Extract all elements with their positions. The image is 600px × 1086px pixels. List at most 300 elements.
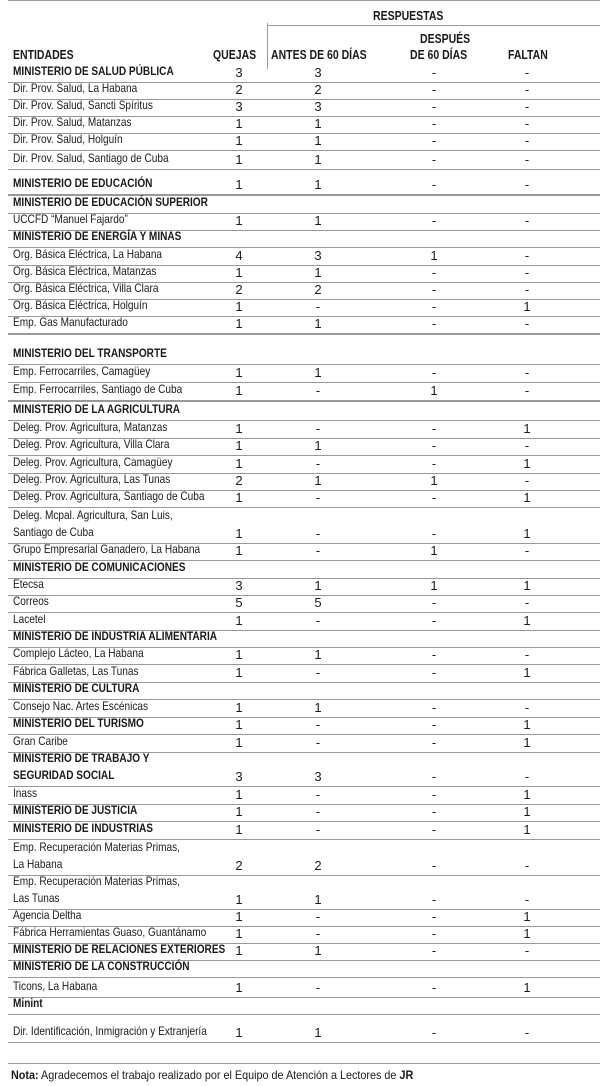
entity-name — [13, 541, 220, 558]
antes-cell: - — [315, 526, 321, 541]
antes-cell: 1 — [314, 943, 322, 958]
header-despues-line2: DE 60 DÍAS — [410, 48, 468, 62]
despues-cell: - — [431, 177, 437, 192]
faltan-cell: 1 — [523, 456, 531, 471]
entity-name-line: MINISTERIO DE ENERGÍA Y MINAS — [13, 229, 182, 243]
entity-name-line: MINISTERIO DE RELACIONES EXTERIORES — [13, 942, 226, 956]
entity-name — [13, 419, 220, 436]
entity-name — [13, 698, 220, 715]
entity-name — [13, 593, 220, 610]
faltan-cell: - — [524, 116, 530, 131]
entity-name — [13, 345, 220, 362]
entity-name — [13, 280, 220, 297]
entity-name-line: MINISTERIO DEL TURISMO — [13, 716, 144, 730]
antes-cell: - — [315, 717, 321, 732]
entity-name — [13, 401, 220, 418]
entity-name-line: Deleg. Prov. Agricultura, Villa Clara — [13, 437, 170, 451]
entity-name-line-2: Las Tunas — [13, 891, 60, 905]
quejas-cell: 1 — [235, 438, 243, 453]
faltan-cell: 1 — [523, 526, 531, 541]
table-row-ministry — [8, 998, 600, 1015]
entity-name-line: Complejo Lácteo, La Habana — [13, 646, 144, 660]
antes-cell: 2 — [314, 82, 322, 97]
table-row — [8, 876, 600, 910]
antes-cell: - — [315, 787, 321, 802]
despues-cell: - — [431, 299, 437, 314]
faltan-cell: - — [524, 282, 530, 297]
despues-cell: - — [431, 99, 437, 114]
table-row-ministry — [8, 170, 600, 195]
table-row — [8, 383, 600, 401]
antes-cell: 2 — [314, 282, 322, 297]
antes-cell: 1 — [314, 265, 322, 280]
entity-name-line: Etecsa — [13, 577, 44, 591]
quejas-cell: 1 — [235, 700, 243, 715]
entity-name-line: Org. Básica Eléctrica, Villa Clara — [13, 281, 159, 295]
despues-cell: - — [431, 490, 437, 505]
entity-name-line: Gran Caribe — [13, 734, 68, 748]
antes-cell: - — [315, 735, 321, 750]
antes-cell: 1 — [314, 316, 322, 331]
quejas-cell: 1 — [235, 943, 243, 958]
header-quejas: QUEJAS — [213, 48, 257, 62]
quejas-cell: 1 — [235, 613, 243, 628]
entity-name — [13, 785, 220, 802]
quejas-cell: 1 — [235, 365, 243, 380]
faltan-cell: - — [524, 858, 530, 873]
faltan-cell: - — [524, 892, 530, 907]
entity-name-line: Deleg. Prov. Agricultura, Camagüey — [13, 455, 173, 469]
antes-cell: - — [315, 456, 321, 471]
faltan-cell: 1 — [523, 578, 531, 593]
quejas-cell: 1 — [235, 717, 243, 732]
quejas-cell: 1 — [235, 665, 243, 680]
antes-cell: - — [315, 543, 321, 558]
antes-cell: 1 — [314, 438, 322, 453]
entity-name — [13, 194, 220, 211]
quejas-cell: 1 — [235, 543, 243, 558]
quejas-cell: 1 — [235, 299, 243, 314]
entity-name-line: Deleg. Mcpal. Agricultura, San Luis, — [13, 508, 173, 522]
antes-cell: 1 — [314, 213, 322, 228]
quejas-cell: 3 — [235, 65, 243, 80]
despues-cell: - — [431, 980, 437, 995]
entity-name — [13, 114, 220, 131]
despues-cell: 1 — [430, 578, 438, 593]
quejas-cell: 1 — [235, 116, 243, 131]
entity-name-line: Deleg. Prov. Agricultura, Matanzas — [13, 420, 168, 434]
quejas-cell: 1 — [235, 822, 243, 837]
antes-cell: 1 — [314, 892, 322, 907]
despues-cell: - — [431, 1025, 437, 1040]
faltan-cell: 1 — [523, 421, 531, 436]
despues-cell: - — [431, 65, 437, 80]
entity-name — [13, 820, 220, 837]
header-antes: ANTES DE 60 DÍAS — [271, 48, 367, 62]
entity-name — [13, 733, 220, 750]
entity-name — [13, 907, 220, 924]
antes-cell: - — [315, 804, 321, 819]
antes-cell: - — [315, 822, 321, 837]
faltan-cell: 1 — [523, 735, 531, 750]
entity-name-line: MINISTERIO DE EDUCACIÓN — [13, 176, 153, 190]
entity-name — [13, 941, 226, 958]
table-body — [8, 66, 600, 1043]
header-entidades: ENTIDADES — [13, 48, 74, 62]
despues-cell: - — [431, 943, 437, 958]
entity-name — [13, 175, 220, 192]
despues-cell: - — [431, 926, 437, 941]
entity-name — [13, 228, 220, 245]
footnote — [8, 1063, 600, 1086]
table-row — [8, 317, 600, 334]
entity-name — [13, 131, 220, 148]
quejas-cell: 1 — [235, 735, 243, 750]
antes-cell: 1 — [314, 365, 322, 380]
antes-cell: - — [315, 980, 321, 995]
despues-cell: - — [431, 421, 437, 436]
quejas-cell: 2 — [235, 82, 243, 97]
despues-cell: 1 — [430, 248, 438, 263]
table-row — [8, 134, 600, 151]
entity-name-line: Org. Básica Eléctrica, Holguín — [13, 298, 148, 312]
header-faltan: FALTAN — [508, 48, 548, 62]
antes-cell: - — [315, 613, 321, 628]
faltan-cell: - — [524, 473, 530, 488]
despues-cell: - — [431, 665, 437, 680]
despues-cell: - — [431, 116, 437, 131]
entity-name-line: Dir. Prov. Salud, Matanzas — [13, 115, 132, 129]
table-row-ministry — [8, 401, 600, 421]
quejas-cell: 1 — [235, 265, 243, 280]
table-row — [8, 151, 600, 170]
entity-name — [13, 576, 220, 593]
quejas-cell: 3 — [235, 578, 243, 593]
faltan-cell: - — [524, 700, 530, 715]
entity-name — [13, 150, 220, 167]
antes-cell: 1 — [314, 647, 322, 662]
entity-name-line: Grupo Empresarial Ganadero, La Habana — [13, 542, 201, 556]
entity-name-line: Org. Básica Eléctrica, La Habana — [13, 247, 163, 261]
quejas-cell: 1 — [235, 647, 243, 662]
quejas-cell: 1 — [235, 892, 243, 907]
despues-cell: - — [431, 909, 437, 924]
entity-name-line: Fábrica Herramientas Guaso, Guantánamo — [13, 925, 207, 939]
entity-name-line: MINISTERIO DE CULTURA — [13, 681, 140, 695]
antes-cell: - — [315, 383, 321, 398]
antes-cell: 1 — [314, 578, 322, 593]
entity-name — [13, 628, 220, 645]
despues-cell: - — [431, 735, 437, 750]
despues-cell: - — [431, 787, 437, 802]
antes-cell: - — [315, 926, 321, 941]
entity-name-line: Dir. Prov. Salud, Holguín — [13, 132, 123, 146]
faltan-cell: - — [524, 769, 530, 784]
quejas-cell: 1 — [235, 177, 243, 192]
table-row-ministry — [8, 334, 600, 365]
antes-cell: 1 — [314, 133, 322, 148]
entity-name — [13, 958, 220, 975]
header-separator — [267, 25, 600, 26]
quejas-cell: 1 — [235, 926, 243, 941]
entity-name-line: Minint — [13, 996, 43, 1010]
entity-name-line: MINISTERIO DE SALUD PÚBLICA — [13, 64, 174, 78]
entity-name-line: Lacetel — [13, 612, 46, 626]
antes-cell: 3 — [314, 248, 322, 263]
entity-name-line: Dir. Prov. Salud, Santiago de Cuba — [13, 151, 169, 165]
faltan-cell: - — [524, 1025, 530, 1040]
despues-cell: - — [431, 595, 437, 610]
faltan-cell: 1 — [523, 717, 531, 732]
antes-cell: - — [315, 421, 321, 436]
entity-name — [13, 802, 220, 819]
quejas-cell: 1 — [235, 133, 243, 148]
faltan-cell: - — [524, 248, 530, 263]
despues-cell: - — [431, 282, 437, 297]
despues-cell: 1 — [430, 473, 438, 488]
faltan-cell: 1 — [523, 822, 531, 837]
entity-name-line: Fábrica Galletas, Las Tunas — [13, 664, 139, 678]
quejas-cell: 1 — [235, 213, 243, 228]
entity-name — [13, 924, 220, 941]
entity-name-line: Dir. Prov. Salud, La Habana — [13, 81, 138, 95]
despues-cell: - — [431, 438, 437, 453]
entity-name-line: MINISTERIO DE LA AGRICULTURA — [13, 402, 181, 416]
antes-cell: 1 — [314, 152, 322, 167]
quejas-cell: 1 — [235, 316, 243, 331]
footnote-label: Nota: — [11, 1068, 39, 1082]
antes-cell: 3 — [314, 65, 322, 80]
quejas-cell: 2 — [235, 473, 243, 488]
despues-cell: - — [431, 804, 437, 819]
entity-name-line: Inass — [13, 786, 38, 800]
despues-cell: - — [431, 316, 437, 331]
antes-cell: 2 — [314, 858, 322, 873]
header-respuestas: RESPUESTAS — [373, 9, 444, 23]
entity-name — [13, 873, 220, 907]
quejas-cell: 1 — [235, 383, 243, 398]
entity-name — [13, 611, 220, 628]
despues-cell: - — [431, 858, 437, 873]
entity-name-line-2: La Habana — [13, 857, 63, 871]
table-row-ministry — [8, 753, 600, 787]
faltan-cell: - — [524, 133, 530, 148]
entity-name-line: MINISTERIO DE INDUSTRIAS — [13, 821, 154, 835]
quejas-cell: 3 — [235, 769, 243, 784]
entity-name-line: Dir. Prov. Salud, Sancti Spíritus — [13, 98, 153, 112]
faltan-cell: - — [524, 213, 530, 228]
quejas-cell: 1 — [235, 421, 243, 436]
entity-name — [13, 63, 220, 80]
table-row-ministry — [8, 961, 600, 978]
antes-cell: - — [315, 909, 321, 924]
quejas-cell: 2 — [235, 282, 243, 297]
entity-name — [13, 297, 220, 314]
faltan-cell: 1 — [523, 299, 531, 314]
entity-name — [13, 839, 220, 873]
entity-name — [13, 97, 220, 114]
faltan-cell: - — [524, 647, 530, 662]
entity-name — [13, 381, 220, 398]
entity-name — [13, 363, 220, 380]
entity-name — [13, 263, 220, 280]
entity-name-line: Emp. Recuperación Materias Primas, — [13, 874, 180, 888]
faltan-cell: 1 — [523, 613, 531, 628]
despues-cell: - — [431, 213, 437, 228]
table-header — [8, 0, 600, 69]
entity-name-line: Emp. Ferrocarriles, Camagüey — [13, 364, 151, 378]
entity-name — [13, 680, 220, 697]
quejas-cell: 1 — [235, 909, 243, 924]
faltan-cell: 1 — [523, 490, 531, 505]
entity-name-line: Emp. Gas Manufacturado — [13, 315, 128, 329]
faltan-cell: - — [524, 65, 530, 80]
despues-cell: - — [431, 769, 437, 784]
faltan-cell: - — [524, 177, 530, 192]
despues-cell: - — [431, 456, 437, 471]
footnote-body: Agradecemos el trabajo realizado por el Equipo de Atención a Lectores de — [38, 1068, 400, 1082]
quejas-cell: 1 — [235, 804, 243, 819]
faltan-cell: - — [524, 943, 530, 958]
quejas-cell: 4 — [235, 248, 243, 263]
despues-cell: - — [431, 700, 437, 715]
entity-name-line: MINISTERIO DE LA CONSTRUCCIÓN — [13, 959, 190, 973]
entity-name-line: MINISTERIO DE TRABAJO Y — [13, 751, 150, 765]
entity-name — [13, 978, 220, 995]
despues-cell: - — [431, 152, 437, 167]
faltan-cell: - — [524, 82, 530, 97]
entity-name-line: Emp. Recuperación Materias Primas, — [13, 840, 180, 854]
despues-cell: - — [431, 822, 437, 837]
despues-cell: - — [431, 526, 437, 541]
despues-cell: 1 — [430, 543, 438, 558]
entity-name-line: Dir. Identificación, Inmigración y Extranjería — [13, 1024, 207, 1038]
footnote-brand: JR — [399, 1068, 414, 1082]
quejas-cell: 3 — [235, 99, 243, 114]
header-despues-line1: DESPUÉS — [420, 32, 471, 46]
antes-cell: - — [315, 665, 321, 680]
entity-name-line: Emp. Ferrocarriles, Santiago de Cuba — [13, 382, 183, 396]
quejas-cell: 1 — [235, 526, 243, 541]
entity-name-line: MINISTERIO DE JUSTICIA — [13, 803, 138, 817]
entity-name-line-2: Santiago de Cuba — [13, 525, 94, 539]
entity-name — [13, 750, 220, 784]
faltan-cell: 1 — [523, 980, 531, 995]
table-row — [8, 491, 600, 508]
despues-cell: - — [431, 365, 437, 380]
entity-name — [13, 436, 220, 453]
quejas-cell: 2 — [235, 858, 243, 873]
antes-cell: 1 — [314, 1025, 322, 1040]
entity-name-line: Deleg. Prov. Agricultura, Santiago de Cuba — [13, 489, 205, 503]
entity-name — [13, 645, 220, 662]
antes-cell: 3 — [314, 99, 322, 114]
entity-name — [13, 454, 220, 471]
faltan-cell: - — [524, 152, 530, 167]
faltan-cell: 1 — [523, 804, 531, 819]
entity-name-line: Agencia Deltha — [13, 908, 82, 922]
entity-name — [13, 471, 220, 488]
faltan-cell: - — [524, 383, 530, 398]
antes-cell: 1 — [314, 700, 322, 715]
quejas-cell: 1 — [235, 152, 243, 167]
despues-cell: - — [431, 133, 437, 148]
entity-name-line: MINISTERIO DEL TRANSPORTE — [13, 346, 167, 360]
quejas-cell: 1 — [235, 1025, 243, 1040]
quejas-cell: 1 — [235, 490, 243, 505]
antes-cell: - — [315, 490, 321, 505]
antes-cell: 1 — [314, 177, 322, 192]
quejas-cell: 1 — [235, 456, 243, 471]
entity-name — [13, 663, 220, 680]
table-row — [8, 840, 600, 876]
faltan-cell: 1 — [523, 909, 531, 924]
despues-cell: 1 — [430, 383, 438, 398]
entity-name-line: MINISTERIO DE INDUSTRIA ALIMENTARIA — [13, 629, 218, 643]
entity-name — [13, 80, 220, 97]
entity-name — [13, 314, 220, 331]
entity-name-line: Deleg. Prov. Agricultura, Las Tunas — [13, 472, 171, 486]
despues-cell: - — [431, 647, 437, 662]
antes-cell: 1 — [314, 473, 322, 488]
antes-cell: 3 — [314, 769, 322, 784]
entity-name-line: MINISTERIO DE COMUNICACIONES — [13, 560, 186, 574]
entity-name — [13, 995, 220, 1012]
entity-name-line: MINISTERIO DE EDUCACIÓN SUPERIOR — [13, 195, 208, 209]
entity-name — [13, 715, 220, 732]
entity-name-line: Org. Básica Eléctrica, Matanzas — [13, 264, 157, 278]
antes-cell: - — [315, 299, 321, 314]
table-row — [8, 1015, 600, 1043]
faltan-cell: - — [524, 595, 530, 610]
faltan-cell: 1 — [523, 926, 531, 941]
faltan-cell: - — [524, 99, 530, 114]
faltan-cell: - — [524, 365, 530, 380]
entity-name — [13, 507, 220, 541]
faltan-cell: - — [524, 438, 530, 453]
entity-name-line: UCCFD “Manuel Fajardo” — [13, 212, 128, 226]
header-divider — [267, 23, 268, 69]
entity-name — [13, 559, 220, 576]
despues-cell: - — [431, 613, 437, 628]
despues-cell: - — [431, 717, 437, 732]
entity-name — [13, 246, 220, 263]
faltan-cell: 1 — [523, 787, 531, 802]
faltan-cell: - — [524, 543, 530, 558]
table-row-ministry — [8, 822, 600, 840]
entity-name — [13, 488, 220, 505]
despues-cell: - — [431, 82, 437, 97]
entity-name-line: Correos — [13, 594, 49, 608]
table-row — [8, 508, 600, 544]
faltan-cell: 1 — [523, 665, 531, 680]
faltan-cell: - — [524, 265, 530, 280]
footnote-text — [11, 1068, 413, 1082]
despues-cell: - — [431, 892, 437, 907]
entity-name — [13, 1023, 220, 1040]
entity-name-line: Ticons, La Habana — [13, 979, 98, 993]
antes-cell: 1 — [314, 116, 322, 131]
entity-name-line: Consejo Nac. Artes Escénicas — [13, 699, 149, 713]
antes-cell: 5 — [314, 595, 322, 610]
faltan-cell: - — [524, 316, 530, 331]
quejas-cell: 5 — [235, 595, 243, 610]
entity-name-line-2: SEGURIDAD SOCIAL — [13, 768, 115, 782]
despues-cell: - — [431, 265, 437, 280]
quejas-cell: 1 — [235, 787, 243, 802]
quejas-cell: 1 — [235, 980, 243, 995]
entity-name — [13, 211, 220, 228]
